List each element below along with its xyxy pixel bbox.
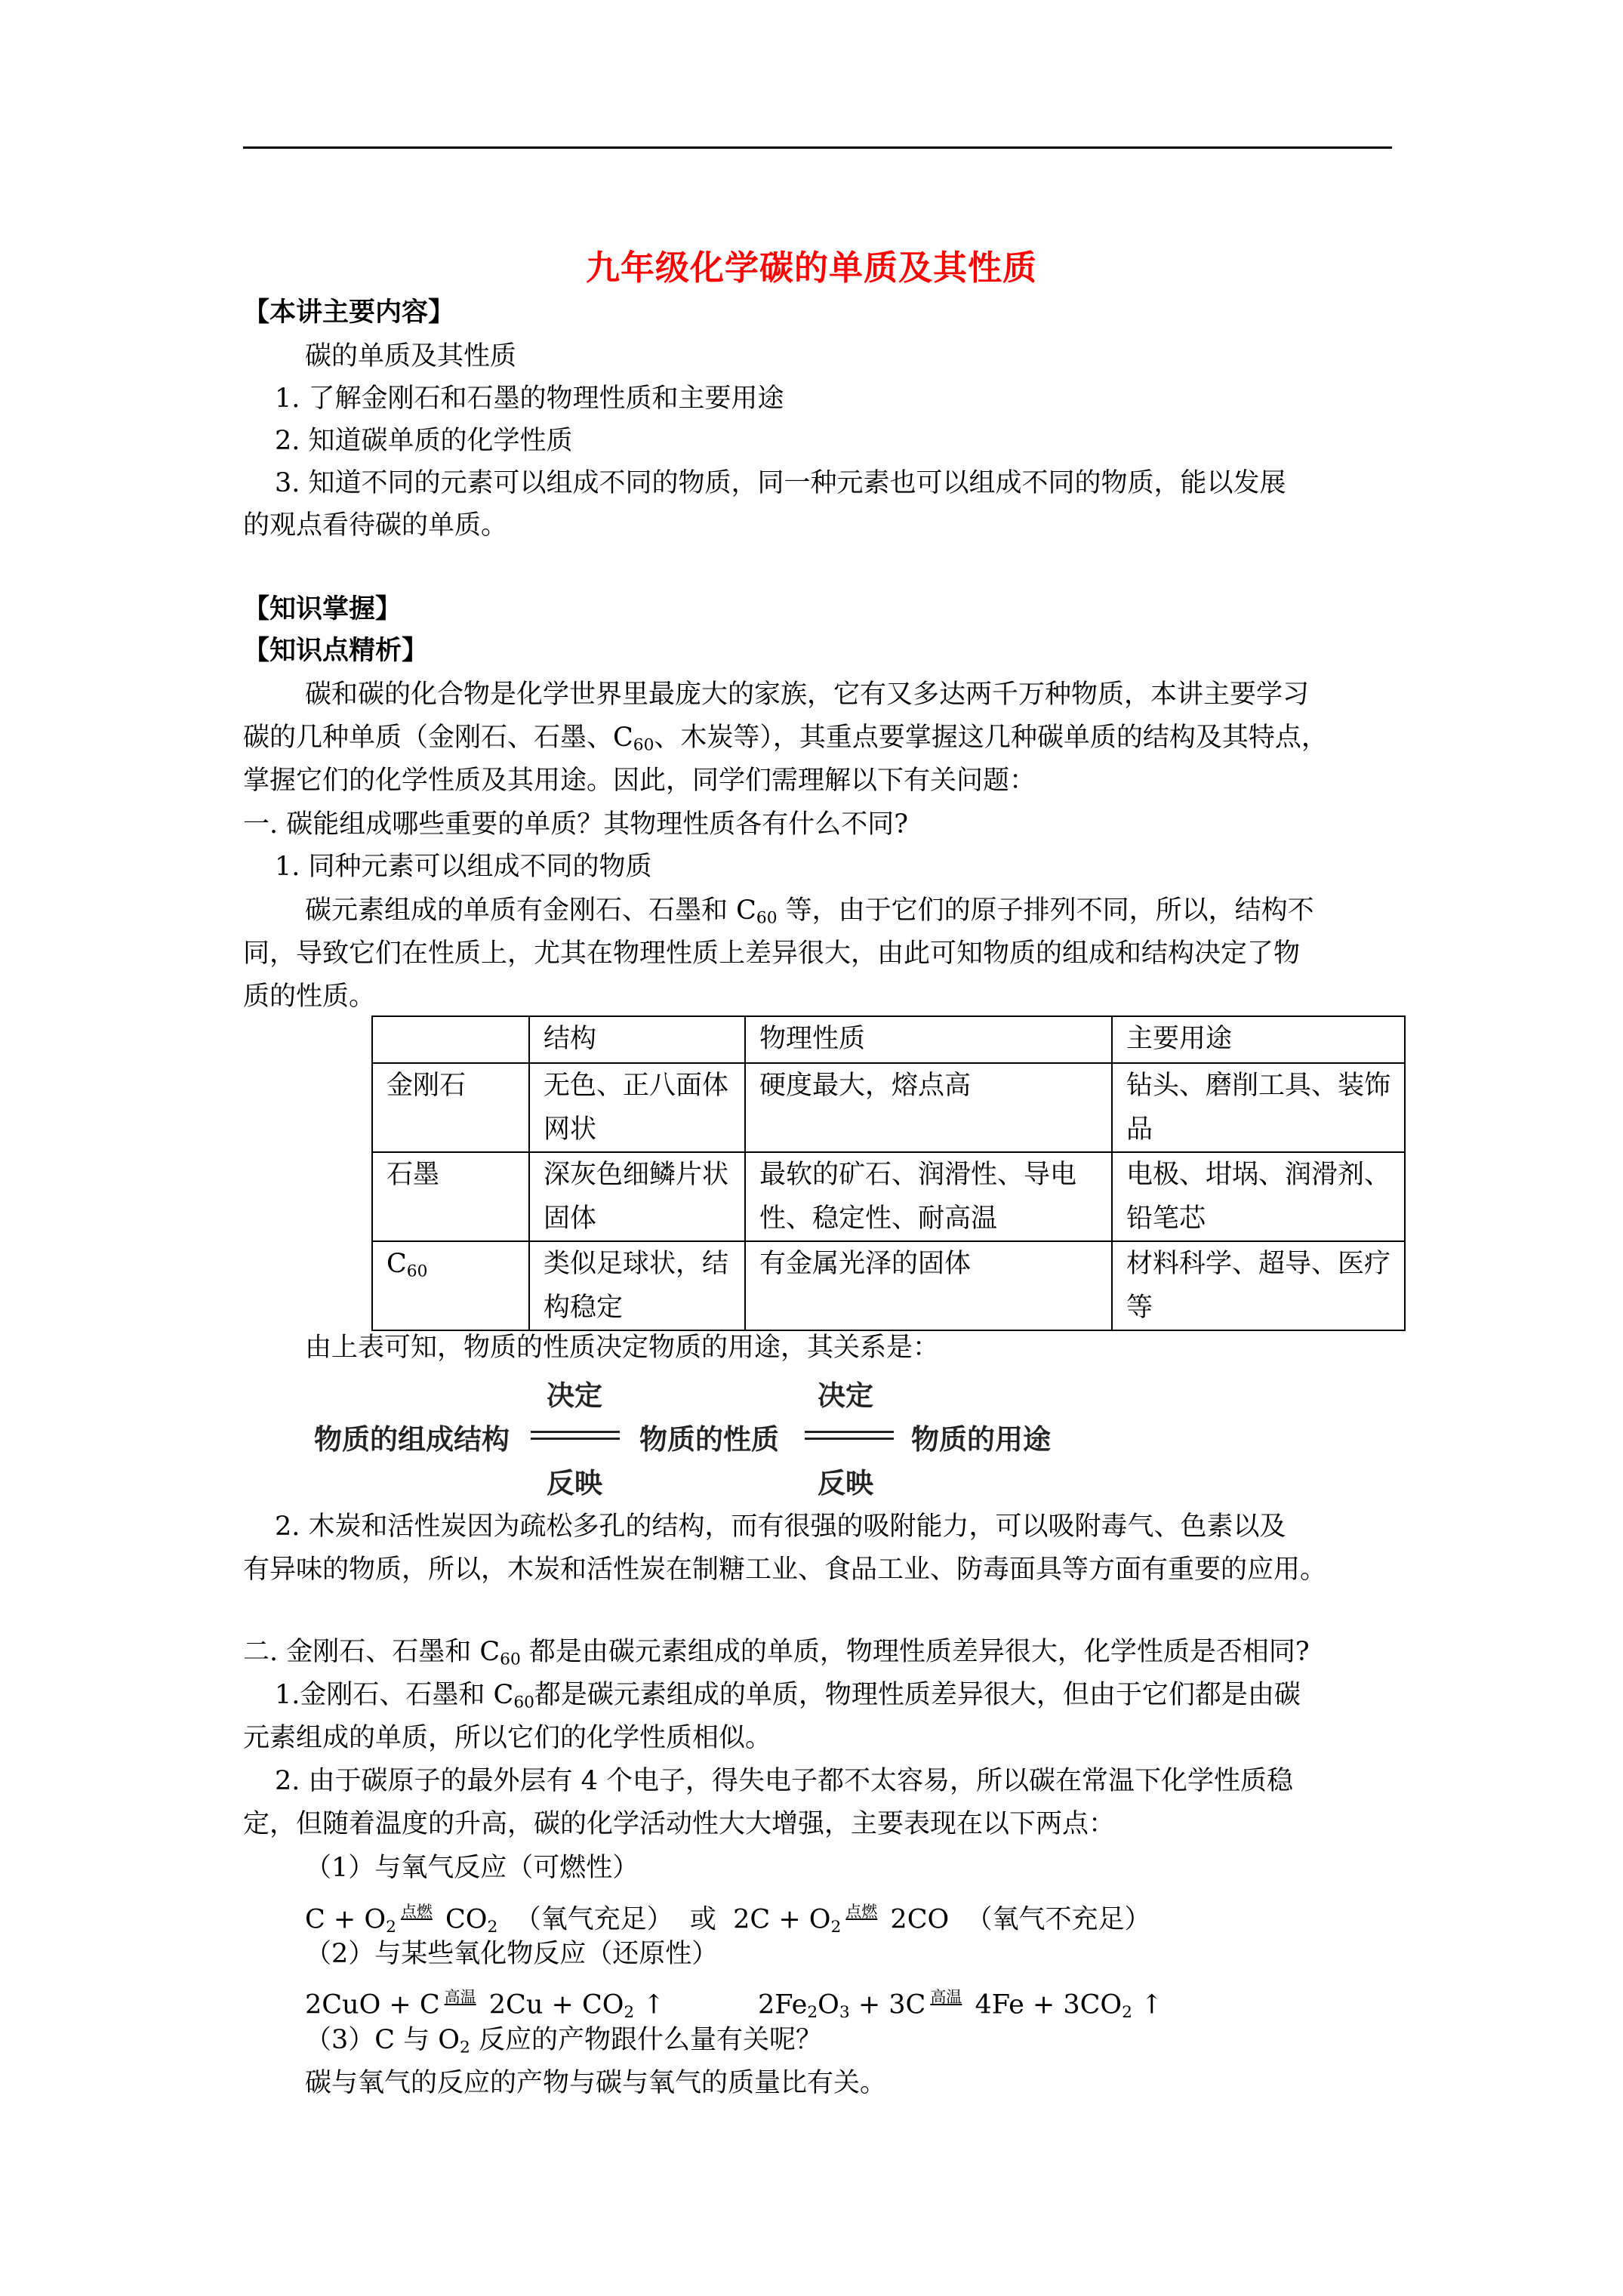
relation-label-determine-1: 决定 <box>547 1379 602 1412</box>
table-cell: 钻头、磨削工具、装饰品 <box>1112 1063 1405 1152</box>
p2-line1: 2. 木炭和活性炭因为疏松多孔的结构，而有很强的吸附能力，可以吸附毒气、色素以及 <box>275 1512 1286 1542</box>
relation-equals-1 <box>531 1431 620 1440</box>
reaction-2-heading: （2）与某些氧化物反应（还原性） <box>305 1939 719 1969</box>
table-cell: 类似足球状，结构稳定 <box>529 1241 745 1330</box>
reaction-1-heading: （1）与氧气反应（可燃性） <box>305 1853 639 1883</box>
table-row <box>372 1241 1405 1330</box>
relation-node-properties: 物质的性质 <box>639 1423 779 1456</box>
table-row <box>372 1063 1405 1152</box>
equation-cuo-reduction: 2CuO + C 高温 $2Cu + CO_2$ ↑ <box>305 1988 665 2023</box>
table-header-cell: 主要用途 <box>1112 1016 1405 1063</box>
p2-line2: 有异味的物质，所以，木炭和活性炭在制糖工业、食品工业、防毒面具等方面有重要的应用。 <box>243 1555 1327 1585</box>
q1-text-line1: 碳元素组成的单质有金刚石、石墨和 $C_{60}$ 等，由于它们的原子排列不同，所以，结构不 <box>305 895 1314 928</box>
intro-line2: 碳的几种单质（金刚石、石墨、$C_{60}$、木炭等），其重点要掌握这几种碳单质的结构及其特点， <box>243 723 1328 755</box>
intro-line3: 掌握它们的化学性质及其用途。因此，同学们需理解以下有关问题： <box>243 766 1036 796</box>
main-content-topic: 碳的单质及其性质 <box>305 341 517 371</box>
table-cell: 石墨 <box>372 1152 529 1241</box>
goal-3-line2: 的观点看待碳的单质。 <box>243 510 508 541</box>
table-cell: 最软的矿石、润滑性、导电性、稳定性、耐高温 <box>745 1152 1112 1241</box>
goal-2: 2. 知道碳单质的化学性质 <box>275 426 573 456</box>
header-rule <box>243 146 1392 149</box>
table-cell: 金刚石 <box>372 1063 529 1152</box>
table-cell: 有金属光泽的固体 <box>745 1241 1112 1330</box>
knowledge-heading: 【知识掌握】 <box>243 593 402 624</box>
relation-equals-2 <box>805 1431 894 1440</box>
equation-combustion: $C + O_2$点燃 $CO_2$ （氧气充足） 或 $2C + O_2$点燃 2CO （氧气不充足） <box>305 1903 1151 1937</box>
goal-3-line1: 3. 知道不同的元素可以组成不同的物质，同一种元素也可以组成不同的物质，能以发展 <box>275 468 1286 498</box>
relation-label-determine-2: 决定 <box>818 1379 873 1412</box>
goal-1: 1. 了解金刚石和石墨的物理性质和主要用途 <box>275 384 784 414</box>
relation-node-uses: 物质的用途 <box>911 1423 1051 1456</box>
relation-node-composition: 物质的组成结构 <box>314 1423 510 1456</box>
q2-point-1-line2: 元素组成的单质，所以它们的化学性质相似。 <box>243 1723 772 1753</box>
analysis-heading: 【知识点精析】 <box>243 635 429 666</box>
intro-line1: 碳和碳的化合物是化学世界里最庞大的家族，它有又多达两千万种物质，本讲主要学习 <box>305 680 1310 710</box>
question-2-heading: 二. 金刚石、石墨和 $C_{60}$ 都是由碳元素组成的单质，物理性质差异很大，化学性质是否相同? <box>243 1637 1310 1669</box>
table-cell: 电极、坩埚、润滑剂、铅笔芯 <box>1112 1152 1405 1241</box>
table-header-row <box>372 1016 1405 1063</box>
q2-point-2-line2: 定，但随着温度的升高，碳的化学活动性大大增强，主要表现在以下两点： <box>243 1809 1116 1839</box>
main-content-heading: 【本讲主要内容】 <box>243 297 455 328</box>
q1-point-1: 1. 同种元素可以组成不同的物质 <box>275 852 652 882</box>
relation-intro: 由上表可知，物质的性质决定物质的用途，其关系是： <box>305 1333 940 1363</box>
table-cell: 材料科学、超导、医疗等 <box>1112 1241 1405 1330</box>
q2-point-1-line1: 1.金刚石、石墨和 $C_{60}$都是碳元素组成的单质，物理性质差异很大，但由于它们都是由碳 <box>275 1680 1301 1712</box>
table-cell: 无色、正八面体网状 <box>529 1063 745 1152</box>
relation-label-reflect-2: 反映 <box>818 1467 873 1499</box>
equation-fe2o3-reduction: $2Fe_2O_3 + 3C$ 高温 $4Fe + 3CO_2$ ↑ <box>758 1988 1163 2023</box>
table-header-cell <box>372 1016 529 1063</box>
carbon-properties-table <box>371 1015 1406 1331</box>
question-1-heading: 一. 碳能组成哪些重要的单质？其物理性质各有什么不同? <box>243 809 909 840</box>
q1-text-line3: 质的性质。 <box>243 982 376 1012</box>
table-cell: 深灰色细鳞片状固体 <box>529 1152 745 1241</box>
table-row <box>372 1152 1405 1241</box>
relation-label-reflect-1: 反映 <box>547 1467 602 1499</box>
q2-point-2-line1: 2. 由于碳原子的最外层有 4 个电子，得失电子都不太容易，所以碳在常温下化学性质稳 <box>275 1766 1294 1796</box>
table-cell: $C_{60}$ <box>372 1241 529 1330</box>
reaction-3-heading: （3）C 与 $O_2$ 反应的产物跟什么量有关呢？ <box>305 2025 822 2057</box>
q1-text-line2: 同，导致它们在性质上，尤其在物理性质上差异很大，由此可知物质的组成和结构决定了物 <box>243 938 1301 969</box>
page-title: 九年级化学碳的单质及其性质 <box>585 248 1037 288</box>
table-header-cell: 物理性质 <box>745 1016 1112 1063</box>
table-header-cell: 结构 <box>529 1016 745 1063</box>
table-cell: 硬度最大，熔点高 <box>745 1063 1112 1152</box>
conclusion-line: 碳与氧气的反应的产物与碳与氧气的质量比有关。 <box>305 2068 887 2098</box>
